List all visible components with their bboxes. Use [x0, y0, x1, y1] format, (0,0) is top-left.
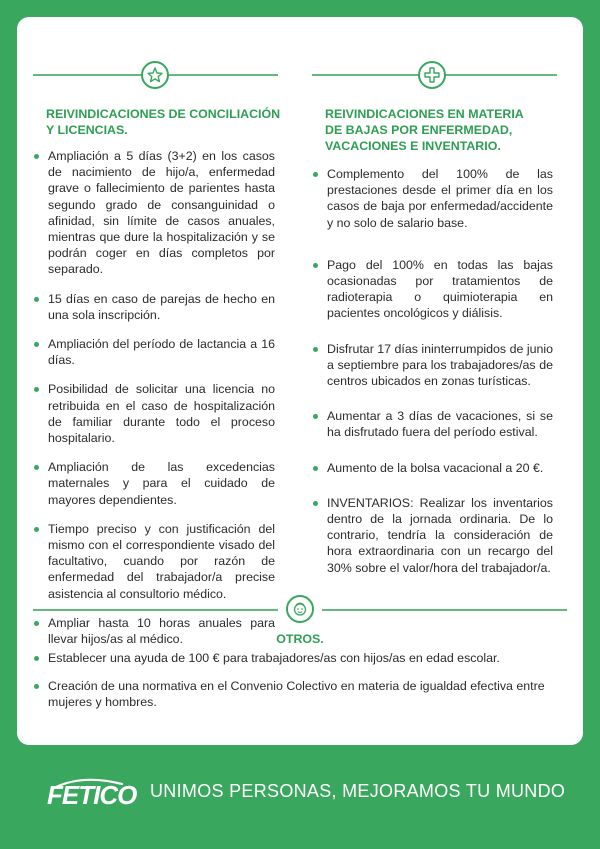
right-title-line-1: REIVINDICACIONES EN MATERIA [325, 107, 524, 121]
otros-title: OTROS. [276, 632, 324, 646]
list-item: Tiempo preciso y con justificación del mismo con el correspondiente visado del facultativo, cuando por razón de enfermedad del trabajador/a precise asistencia al consultorio médico. [34, 521, 275, 602]
right-title-line-3: VACACIONES E INVENTARIO. [325, 139, 501, 153]
left-list [34, 148, 275, 660]
children-face-icon [286, 595, 314, 623]
list-item: Complemento del 100% de las prestaciones desde el primer día en los casos de baja por enfermedad/accidente y no solo de salario base. [313, 166, 553, 231]
list-item: Establecer una ayuda de 100 € para trabajadores/as con hijos/as en edad escolar. [34, 650, 554, 666]
left-section-title [46, 106, 286, 138]
list-item: Ampliar hasta 10 horas anuales para llevar hijos/as al médico. [34, 615, 275, 647]
list-item: Aumento de la bolsa vacacional a 20 €. [313, 460, 553, 476]
list-item: Pago del 100% en todas las bajas ocasionadas por tratamientos de radioterapia o quimioterapia en pacientes oncológicos y diálisis. [313, 257, 553, 322]
star-icon [141, 61, 169, 89]
otros-left-divider [33, 609, 278, 611]
list-item: INVENTARIOS: Realizar los inventarios dentro de la jornada ordinaria. De lo contrario, tendría la consideración de hora extraordinaria con un recargo del 30% sobre el valor/hora del trabajador/a. [313, 495, 553, 576]
right-list [313, 166, 553, 589]
left-title-line-2: Y LICENCIAS. [46, 123, 128, 137]
list-item: 15 días en caso de parejas de hecho en una sola inscripción. [34, 291, 275, 323]
otros-right-divider [322, 609, 567, 611]
fetico-logo: FETICO [47, 780, 137, 810]
list-item: Disfrutar 17 días ininterrumpidos de junio a septiembre para los trabajadores/as de centros ubicados en zonas turísticas. [313, 341, 553, 390]
otros-list [34, 650, 554, 724]
plus-icon [418, 61, 446, 89]
list-item: Posibilidad de solicitar una licencia no retribuida en el caso de hospitalización de familiar durante todo el proceso hospitalario. [34, 381, 275, 446]
list-item: Ampliación del período de lactancia a 16 días. [34, 336, 275, 368]
right-title-line-2: DE BAJAS POR ENFERMEDAD, [325, 123, 513, 137]
list-item: Creación de una normativa en el Convenio Colectivo en materia de igualdad efectiva entre mujeres y hombres. [34, 678, 554, 710]
list-item: Aumentar a 3 días de vacaciones, si se ha disfrutado fuera del período estival. [313, 408, 553, 440]
list-item: Ampliación a 5 días (3+2) en los casos de nacimiento de hijo/a, enfermedad grave o fallecimiento de parientes hasta segundo grado de consanguinidad o afinidad, sin límite de casos anuales, mientras que dure la hospitalización y se podrán coger en días completos por separado. [34, 148, 275, 278]
right-section-title [325, 106, 565, 154]
list-item: Ampliación de las excedencias maternales y para el cuidado de mayores dependientes. [34, 459, 275, 508]
footer-slogan: UNIMOS PERSONAS, MEJORAMOS TU MUNDO [150, 781, 566, 801]
left-title-line-1: REIVINDICACIONES DE CONCILIACIÓN [46, 107, 281, 121]
